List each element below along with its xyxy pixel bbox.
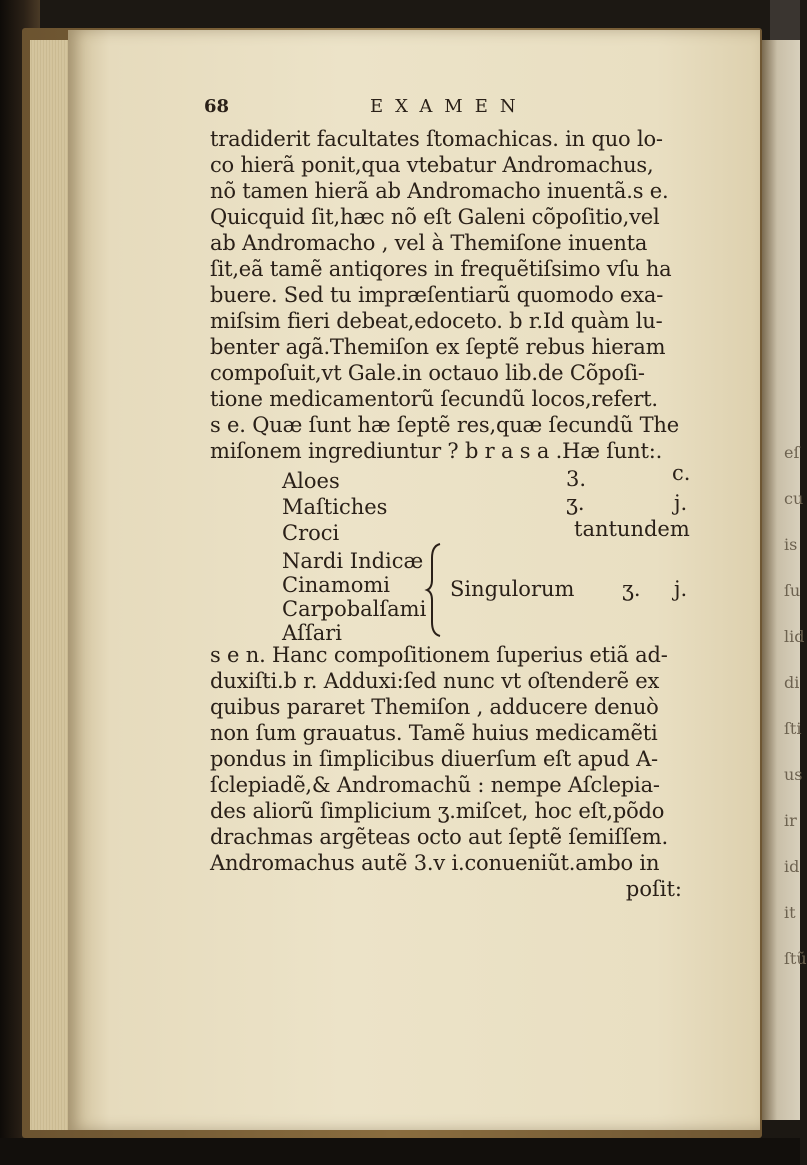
page-header [204,92,730,126]
page-text-block [204,92,730,902]
singulorum-quantity: ʒ. [622,577,641,601]
facing-page-fragments [780,430,807,982]
text-line: drachmas argẽteas octo aut ſeptẽ ſemiſſem. [210,825,668,849]
text-line: s e n. Hanc compoſitionem ſuperius etiã ad- [210,643,668,667]
bottom-shadow [0,1138,800,1165]
ingredient-aloes: Aloes [282,469,340,493]
fragment: is [784,535,798,554]
ingredient-nardi: Nardi Indicæ [282,549,424,573]
text-line: benter agã.Themiſon ex ſeptẽ rebus hieram [210,335,666,359]
text-line: ab Andromacho , vel à Themiſone inuenta [210,231,648,255]
text-line: s e. Quæ ſunt hæ ſeptẽ res,quæ ſecundũ The [210,413,679,437]
ingredient-assari: Aſſari [282,621,342,645]
text-line: ſit,eã tamẽ antiqores in frequẽtiſsimo vſu ha [210,257,672,281]
text-line: pondus in ſimplicibus diuerſum eſt apud A- [210,747,658,771]
croci-quantity: tantundem [574,517,690,541]
mastiches-quantity: ʒ. [566,491,585,515]
text-line: nõ tamen hierã ab Andromacho inuentã.s e. [210,179,669,203]
fragment: ſtũ [784,949,807,968]
fragment: di [784,673,800,692]
text-line: Andromachus autẽ 3.v i.conueniũt.ambo in [210,851,660,875]
fragment: ir [784,811,797,830]
page-number: 68 [204,96,230,117]
text-line: miſonem ingrediuntur ? b r a s a .Hæ ſunt:. [210,439,663,463]
ingredient-cinamomi: Cinamomi [282,573,391,597]
fragment: cu [784,489,804,508]
text-line: des aliorũ ſimplicium ʒ.miſcet, hoc eſt,põdo [210,799,665,823]
text-line: quibus pararet Themiſon , adducere denuò [210,695,659,719]
text-line: duxiſti.b r. Adduxi:ſed nunc vt oſtenderẽ ex [210,669,660,693]
fragment: it [784,903,796,922]
fragment: id [784,857,800,876]
singulorum-label: Singulorum [450,577,575,601]
text-line: Quicquid ſit,hæc nõ eſt Galeni cõpoſitio,vel [210,205,660,229]
fragment: ſti [784,719,802,738]
fragment: lid [784,627,805,646]
ingredient-table [210,461,730,645]
aloes-unit: c. [672,461,691,485]
body-top [210,126,730,464]
ingredient-carpobalsami: Carpobalſami [282,597,427,621]
ingredient-croci: Croci [282,521,340,545]
text-line: tione medicamentorũ ſecundũ locos,refert. [210,387,658,411]
mastiches-unit: j. [674,491,688,515]
text-line: co hierã ponit,qua vtebatur Andromachus, [210,153,654,177]
catchword: poſit: [625,877,682,901]
text-line: buere. Sed tu impræſentiarũ quomodo exa- [210,283,664,307]
text-line: tradiderit facultates ſtomachicas. in quo lo- [210,127,663,151]
page-edges [30,40,68,1130]
running-head: EXAMEN [370,96,528,117]
text-line: ſclepiadẽ,& Andromachũ : nempe Aſclepia- [210,773,660,797]
ingredient-mastiches: Maſtiches [282,495,388,519]
text-line: non ſum grauatus. Tamẽ huius medicamẽti [210,721,658,745]
text-line: miſsim fieri debeat,edoceto. b r.Id quàm lu- [210,309,663,333]
fragment: ſu [784,581,801,600]
body-bottom [210,642,730,902]
fragment: us [784,765,803,784]
fragment: eſ [784,443,800,462]
brace-icon [426,542,448,638]
singulorum-unit: j. [674,577,688,601]
text-line: compoſuit,vt Gale.in octauo lib.de Cõpoſi- [210,361,645,385]
aloes-quantity: 3. [566,467,587,491]
